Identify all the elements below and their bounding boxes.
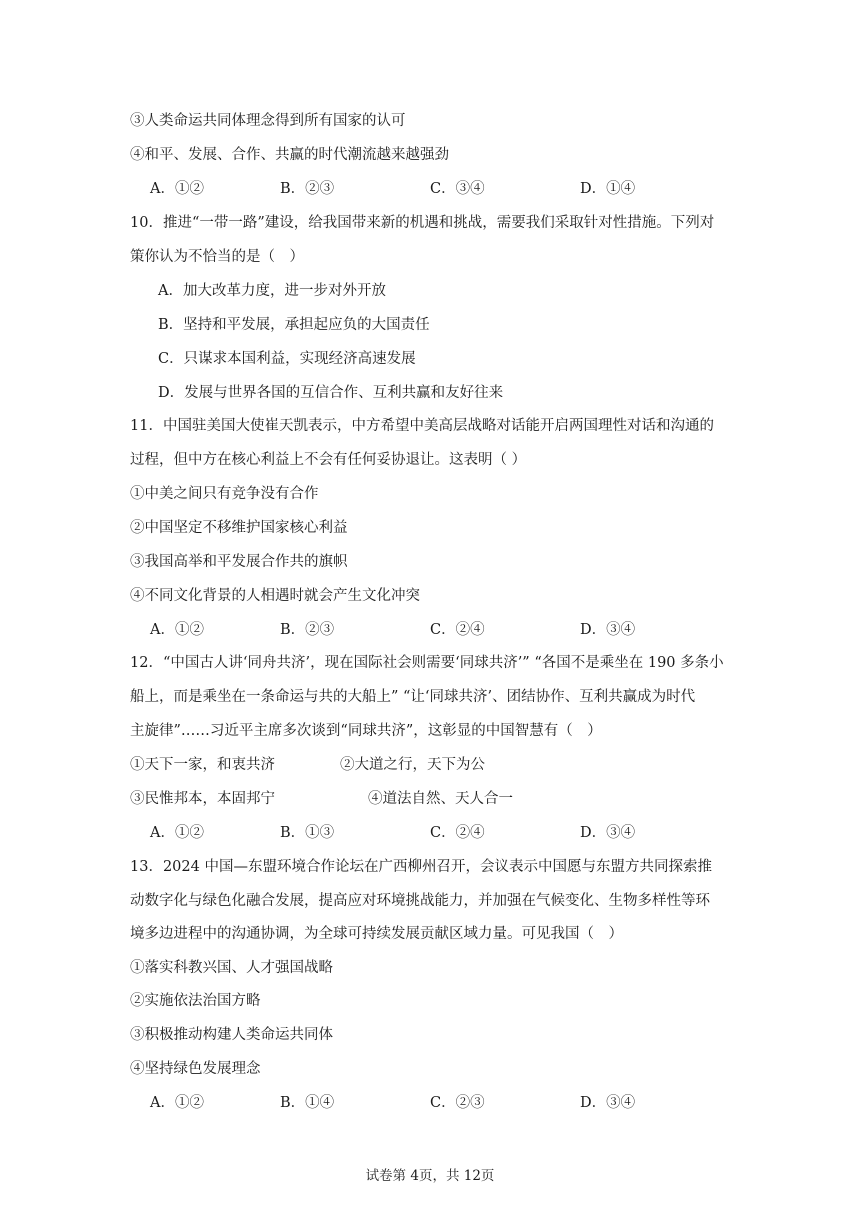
q12-option-c: C．②④ [430, 825, 485, 841]
q13-stem-line-2: 动数字化与绿色化融合发展，提高应对环境挑战能力，并加强在气候变化、生物多样性等环 [130, 893, 710, 909]
q13-stem-line-1: 13．2024 中国—东盟环境合作论坛在广西柳州召开，会议表示中国愿与东盟方共同探索推 [130, 859, 712, 875]
page-footer: 试卷第 4页，共 12页 [365, 1168, 495, 1184]
q12-item-3: ③民惟邦本，本固邦宁 [130, 791, 275, 807]
q9-option-a: A．①② [150, 181, 204, 197]
q10-option-d: D．发展与世界各国的互信合作、互利共赢和友好往来 [158, 385, 504, 401]
q9-option-c: C．③④ [430, 181, 485, 197]
q12-item-2: ②大道之行，天下为公 [340, 757, 485, 773]
q9-option-d: D．①④ [580, 181, 636, 197]
q12-item-1: ①天下一家，和衷共济 [130, 757, 275, 773]
q12-option-b: B．①③ [280, 825, 335, 841]
q13-item-3: ③积极推动构建人类命运共同体 [130, 1027, 333, 1043]
q9-option-b: B．②③ [280, 181, 335, 197]
q9-item-4: ④和平、发展、合作、共赢的时代潮流越来越强劲 [130, 147, 449, 163]
q10-stem-line-1: 10．推进“一带一路”建设，给我国带来新的机遇和挑战，需要我们采取针对性措施。下列对 [130, 215, 715, 231]
q11-item-2: ②中国坚定不移维护国家核心利益 [130, 520, 348, 536]
q11-option-c: C．②④ [430, 622, 485, 638]
q11-stem-line-2: 过程，但中方在核心利益上不会有任何妥协退让。这表明（ ） [130, 452, 527, 468]
q13-option-a: A．①② [150, 1095, 204, 1111]
q13-option-d: D．③④ [580, 1095, 636, 1111]
q13-option-b: B．①④ [280, 1095, 335, 1111]
q11-option-d: D．③④ [580, 622, 636, 638]
q10-stem-line-2: 策你认为不恰当的是（ ） [130, 249, 304, 265]
q11-item-3: ③我国高举和平发展合作共的旗帜 [130, 554, 348, 570]
q11-item-4: ④不同文化背景的人相遇时就会产生文化冲突 [130, 588, 420, 604]
q13-option-c: C．②③ [430, 1095, 485, 1111]
q10-option-c: C．只谋求本国利益，实现经济高速发展 [158, 351, 416, 367]
q11-stem-line-1: 11．中国驻美国大使崔天凯表示，中方希望中美高层战略对话能开启两国理性对话和沟通的 [130, 418, 714, 434]
q11-item-1: ①中美之间只有竞争没有合作 [130, 486, 319, 502]
q13-item-2: ②实施依法治国方略 [130, 993, 261, 1009]
q10-option-b: B．坚持和平发展，承担起应负的大国责任 [158, 317, 430, 333]
q12-item-4: ④道法自然、天人合一 [368, 791, 513, 807]
q11-option-a: A．①② [150, 622, 204, 638]
q12-stem-line-1: 12．“中国古人讲‘同舟共济’，现在国际社会则需要‘同球共济’” “各国不是乘坐在 190 多条小 [130, 655, 724, 671]
q12-stem-line-2: 船上，而是乘坐在一条命运与共的大船上” “让‘同球共济’、团结协作、互利共赢成为时代 [130, 689, 696, 705]
q13-item-4: ④坚持绿色发展理念 [130, 1061, 261, 1077]
q9-item-3: ③人类命运共同体理念得到所有国家的认可 [130, 113, 406, 129]
q10-option-a: A．加大改革力度，进一步对外开放 [158, 283, 386, 299]
q13-stem-line-3: 境多边进程中的沟通协调，为全球可持续发展贡献区域力量。可见我国（ ） [130, 926, 623, 942]
q11-option-b: B．②③ [280, 622, 335, 638]
q13-item-1: ①落实科教兴国、人才强国战略 [130, 960, 333, 976]
q12-option-d: D．③④ [580, 825, 636, 841]
q12-stem-line-3: 主旋律”……习近平主席多次谈到“同球共济”，这彰显的中国智慧有（ ） [130, 723, 602, 739]
q12-option-a: A．①② [150, 825, 204, 841]
